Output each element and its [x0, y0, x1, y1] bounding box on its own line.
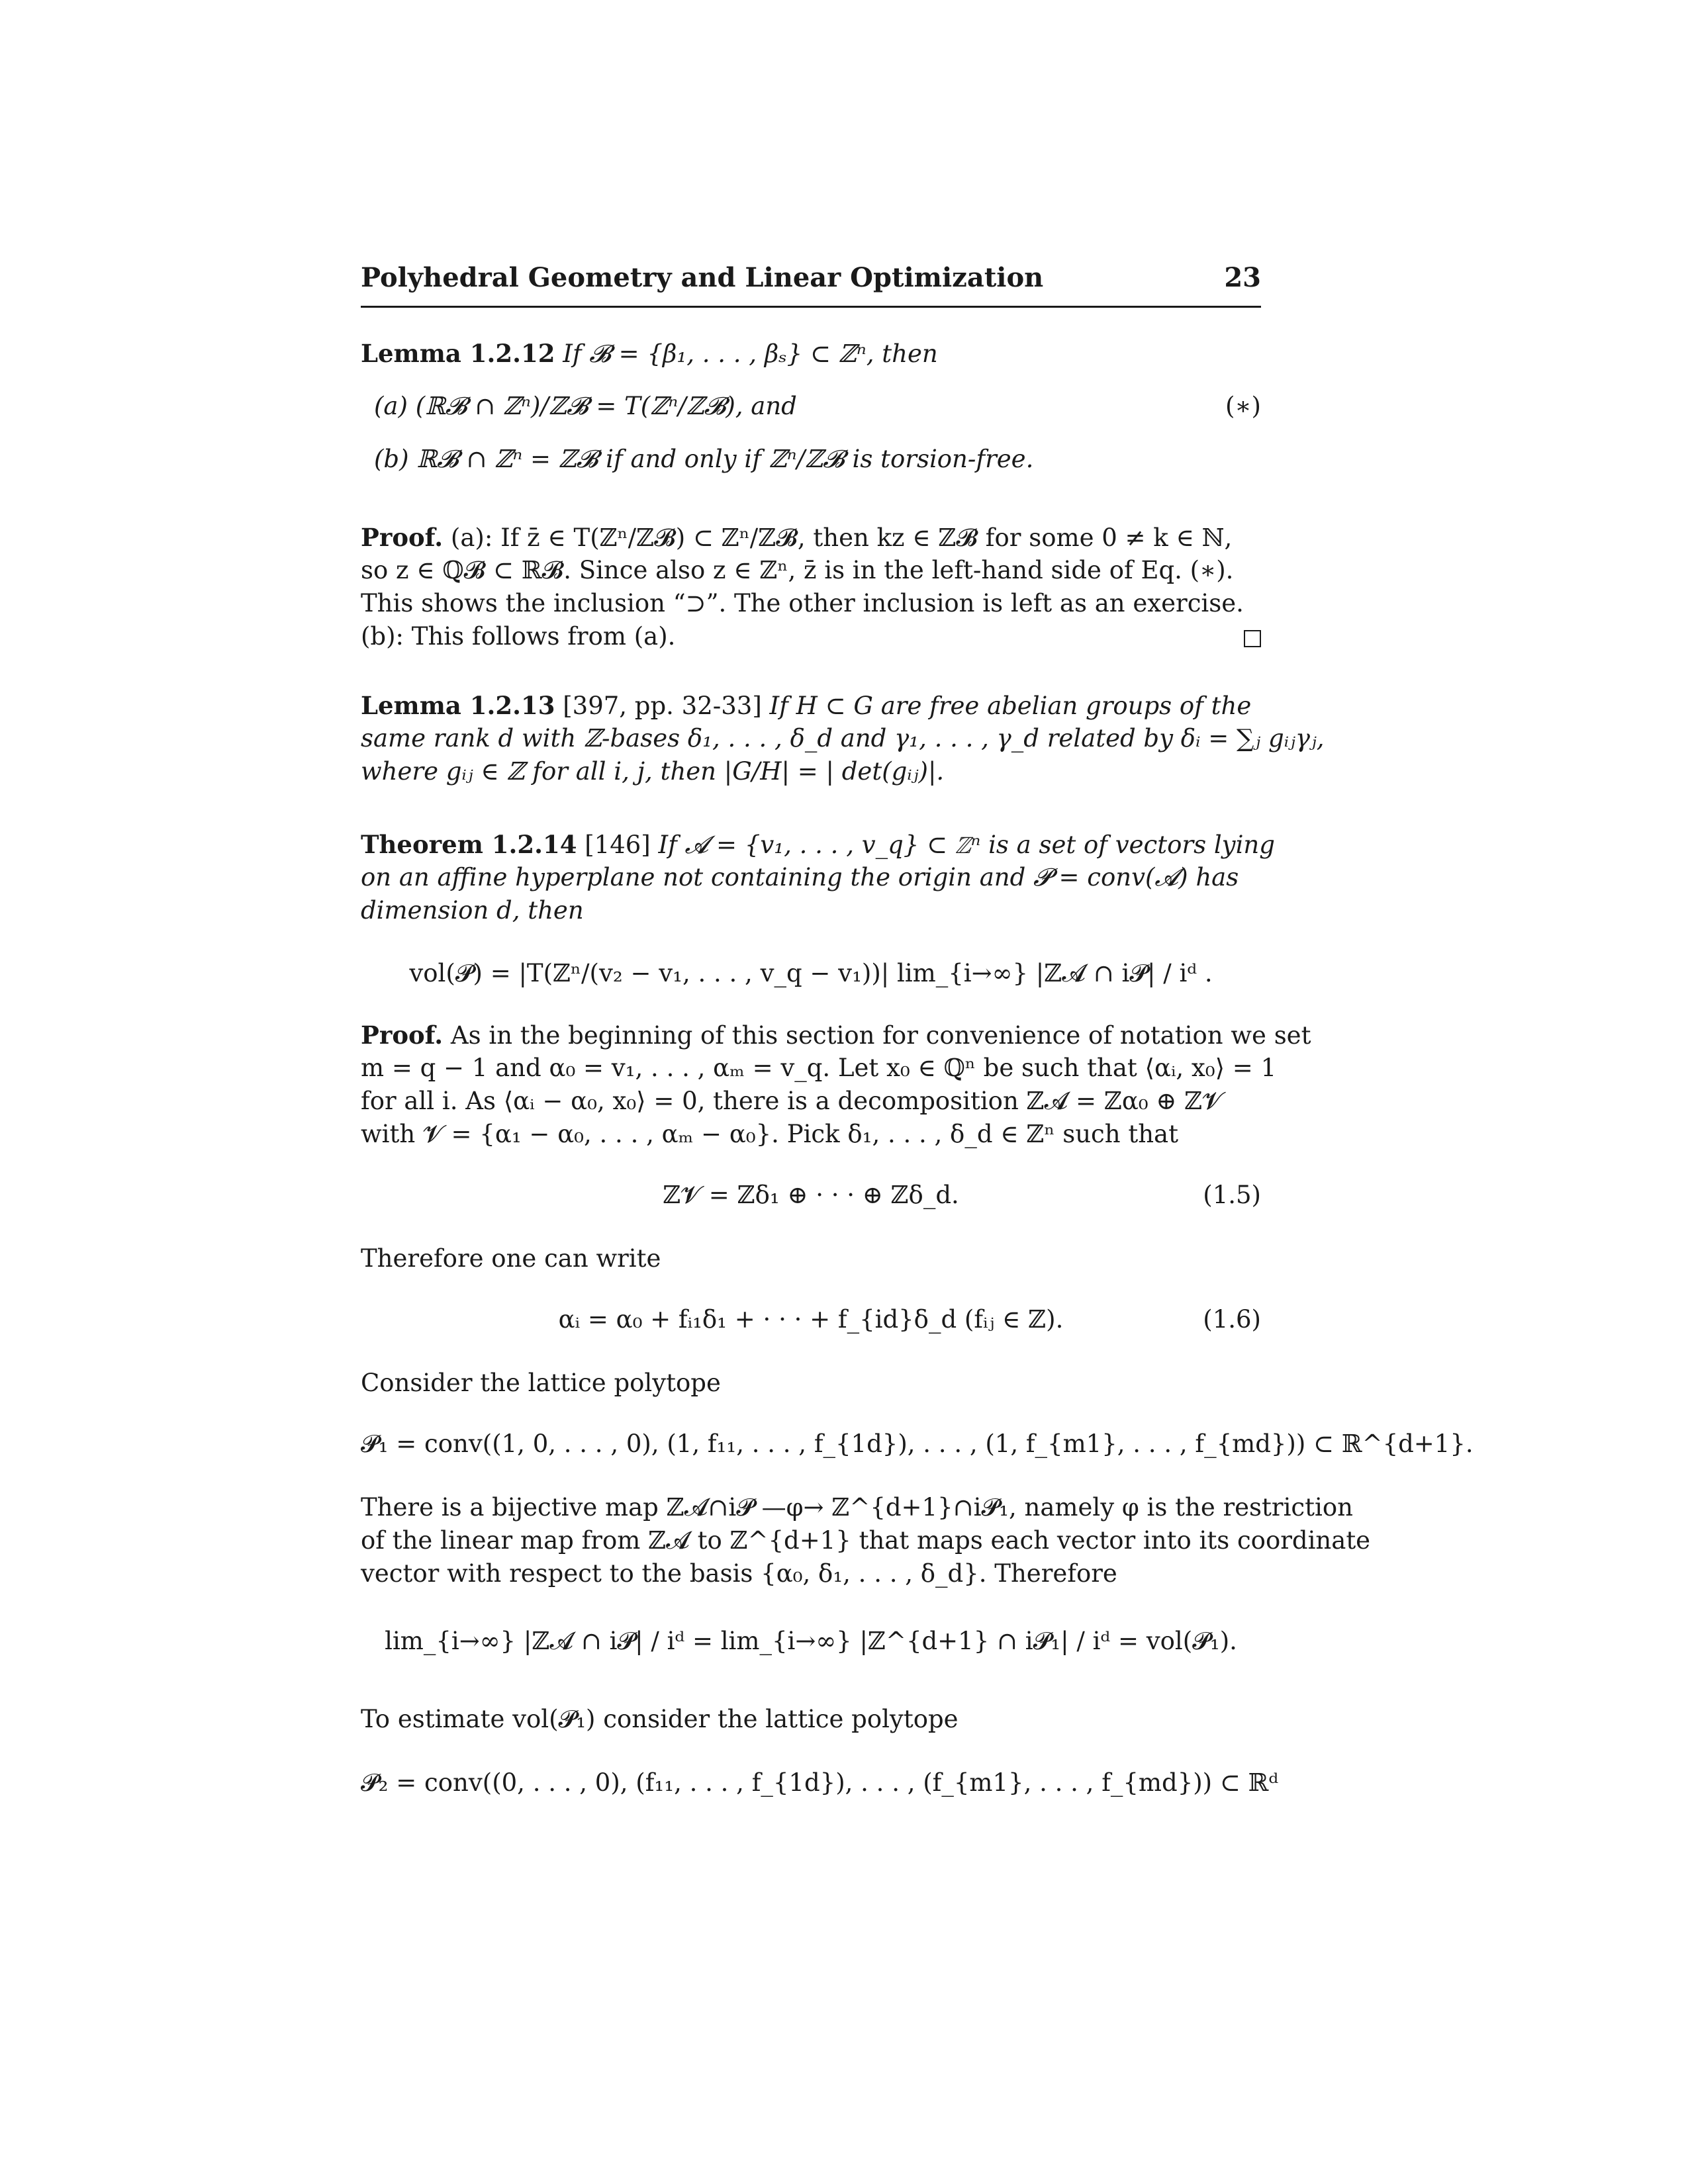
lemma-item-b: (b) ℝ𝓑 ∩ ℤⁿ = ℤ𝓑 if and only if ℤⁿ/ℤ𝓑 is torsion-free. — [374, 445, 1034, 473]
equation-1-5-tag: (1.5) — [1203, 1181, 1261, 1209]
proof-line: As in the beginning of this section for convenience of notation we set — [443, 1021, 1311, 1050]
theorem-label: Theorem 1.2.14 — [361, 830, 577, 859]
equation-p2: 𝓟₂ = conv((0, . . . , 0), (f₁₁, . . . , f_{1d}), . . . , (f_{m1}, . . . , f_{md})) ⊂ ℝᵈ — [361, 1768, 1279, 1797]
running-header — [361, 258, 1261, 308]
lemma-item-a: (a) (ℝ𝓑 ∩ ℤⁿ)/ℤ𝓑 = T(ℤⁿ/ℤ𝓑), and — [374, 392, 797, 420]
paragraph-line: of the linear map from ℤ𝓐 to ℤ^{d+1} that maps each vector into its coordinate — [361, 1526, 1371, 1555]
equation-1-5: ℤ𝓥 = ℤδ₁ ⊕ · · · ⊕ ℤδ_d. — [663, 1181, 959, 1209]
equation-1-6-tag: (1.6) — [1203, 1305, 1261, 1334]
paragraph-text: Consider the lattice polytope — [361, 1369, 721, 1397]
theorem-line: on an affine hyperplane not containing the origin and 𝓟 = conv(𝓐) has — [361, 863, 1239, 891]
proof-line: m = q − 1 and α₀ = v₁, . . . , αₘ = v_q. Let x₀ ∈ ℚⁿ be such that ⟨αᵢ, x₀⟩ = 1 — [361, 1054, 1277, 1082]
proof-line: with 𝓥 = {α₁ − α₀, . . . , αₘ − α₀}. Pick δ₁, . . . , δ_d ∈ ℤⁿ such that — [361, 1120, 1178, 1148]
proof-line: for all i. As ⟨αᵢ − α₀, x₀⟩ = 0, there is a decomposition ℤ𝓐 = ℤα₀ ⊕ ℤ𝓥 — [361, 1087, 1223, 1115]
paragraph-line: There is a bijective map ℤ𝓐∩i𝓟 —φ→ ℤ^{d+1}∩i𝓟₁, namely φ is the restriction — [361, 1493, 1353, 1522]
paragraph-text: Therefore one can write — [361, 1244, 661, 1273]
lemma-reference: [397, pp. 32-33] — [555, 692, 770, 720]
theorem-reference: [146] — [577, 831, 659, 859]
lemma-label: Lemma 1.2.12 — [361, 339, 555, 368]
proof-line: (a): If z̄ ∈ T(ℤⁿ/ℤ𝓑) ⊂ ℤⁿ/ℤ𝓑, then kz ∈ ℤ𝓑 for some 0 ≠ k ∈ ℕ, — [443, 523, 1233, 552]
proof-line: (b): This follows from (a). — [361, 622, 676, 651]
theorem-formula: vol(𝓟) = |T(ℤⁿ/(v₂ − v₁, . . . , v_q − v₁))| lim_{i→∞} |ℤ𝓐 ∩ i𝓟| / iᵈ . — [409, 959, 1213, 987]
paragraph-line: vector with respect to the basis {α₀, δ₁, . . . , δ_d}. Therefore — [361, 1559, 1117, 1588]
page — [361, 258, 1474, 1797]
page-number: 23 — [1224, 262, 1261, 293]
lemma-item-a-tag: (∗) — [1225, 392, 1261, 420]
proof-label: Proof. — [361, 1021, 444, 1050]
proof-line: so z ∈ ℚ𝓑 ⊂ ℝ𝓑. Since also z ∈ ℤⁿ, z̄ is in the left-hand side of Eq. (∗). — [361, 556, 1234, 584]
paragraph-text: To estimate vol(𝓟₁) consider the lattice polytope — [361, 1705, 959, 1733]
equation-1-6: αᵢ = α₀ + fᵢ₁δ₁ + · · · + f_{id}δ_d (fᵢⱼ ∈ ℤ). — [558, 1305, 1064, 1334]
proof-line: This shows the inclusion “⊃”. The other inclusion is left as an exercise. — [361, 589, 1244, 617]
lemma-statement: If 𝓑 = {β₁, . . . , βₛ} ⊂ ℤⁿ, then — [563, 340, 938, 368]
theorem-line: If 𝓐 = {v₁, . . . , v_q} ⊂ ℤⁿ is a set of vectors lying — [658, 831, 1275, 859]
proof-label: Proof. — [361, 523, 444, 552]
lemma-label: Lemma 1.2.13 — [361, 691, 555, 720]
equation-p1: 𝓟₁ = conv((1, 0, . . . , 0), (1, f₁₁, . . . , f_{1d}), . . . , (1, f_{m1}, . . . , f_{md})) ⊂ ℝ^{d+1}. — [361, 1430, 1474, 1458]
header-title: Polyhedral Geometry and Linear Optimization — [361, 262, 1044, 293]
lemma-line: If H ⊂ G are free abelian groups of the — [769, 692, 1252, 720]
lemma-line: same rank d with ℤ-bases δ₁, . . . , δ_d and γ₁, . . . , γ_d related by δᵢ = ∑ⱼ gᵢⱼγⱼ, — [361, 724, 1325, 752]
qed-square-icon — [1244, 630, 1261, 647]
theorem-line: dimension d, then — [361, 896, 584, 925]
lemma-line: where gᵢⱼ ∈ ℤ for all i, j, then |G/H| = | det(gᵢⱼ)|. — [361, 757, 945, 786]
equation-limit: lim_{i→∞} |ℤ𝓐 ∩ i𝓟| / iᵈ = lim_{i→∞} |ℤ^{d+1} ∩ i𝓟₁| / iᵈ = vol(𝓟₁). — [385, 1627, 1237, 1655]
